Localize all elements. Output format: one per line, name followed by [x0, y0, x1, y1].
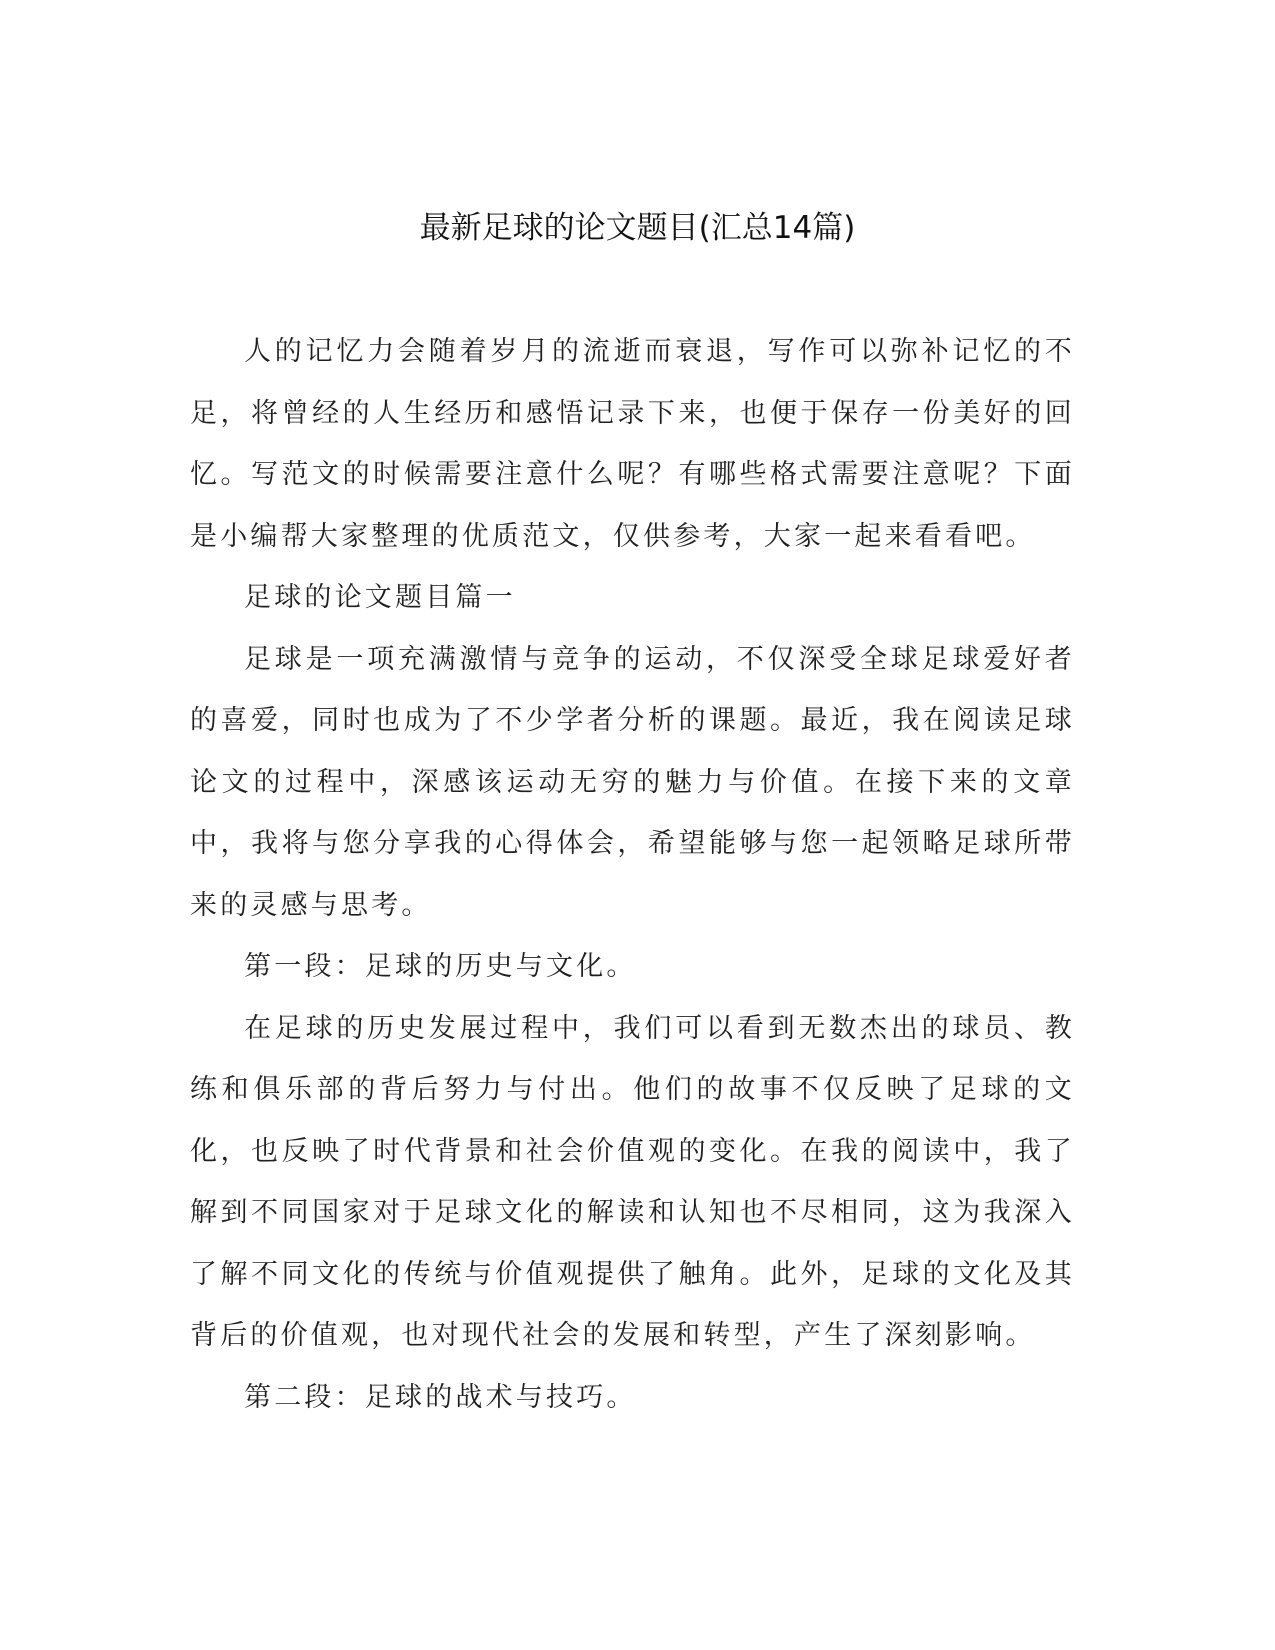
- document-title: 最新足球的论文题目(汇总14篇): [419, 210, 856, 246]
- body-paragraph: 在足球的历史发展过程中，我们可以看到无数杰出的球员、教练和俱乐部的背后努力与付出。他们的故事不仅反映了足球的文化，也反映了时代背景和社会价值观的变化。在我的阅读中，我了解到不同国家对于足球文化的解读和认知也不尽相同，这为我深入了解不同文化的传统与价值观提供了触角。此外，足球的文化及其背后的价值观，也对现代社会的发展和转型，产生了深刻影响。: [190, 1012, 1075, 1351]
- document-body: [190, 321, 1075, 1428]
- body-paragraph: 足球是一项充满激情与竞争的运动，不仅深受全球足球爱好者的喜爱，同时也成为了不少学者分析的课题。最近，我在阅读足球论文的过程中，深感该运动无穷的魅力与价值。在接下来的文章中，我将与您分享我的心得体会，希望能够与您一起领略足球所带来的灵感与思考。: [190, 643, 1075, 921]
- section-heading-tactics: 第二段：足球的战术与技巧。: [244, 1381, 637, 1413]
- section-heading-history: 第一段：足球的历史与文化。: [244, 951, 637, 982]
- section-heading-part-one: 足球的论文题目篇一: [244, 582, 516, 613]
- intro-paragraph: 人的记忆力会随着岁月的流逝而衰退，写作可以弥补记忆的不足，将曾经的人生经历和感悟记录下来，也便于保存一份美好的回忆。写范文的时候需要注意什么呢？有哪些格式需要注意呢？下面是小编帮大家整理的优质范文，仅供参考，大家一起来看看吧。: [190, 336, 1075, 552]
